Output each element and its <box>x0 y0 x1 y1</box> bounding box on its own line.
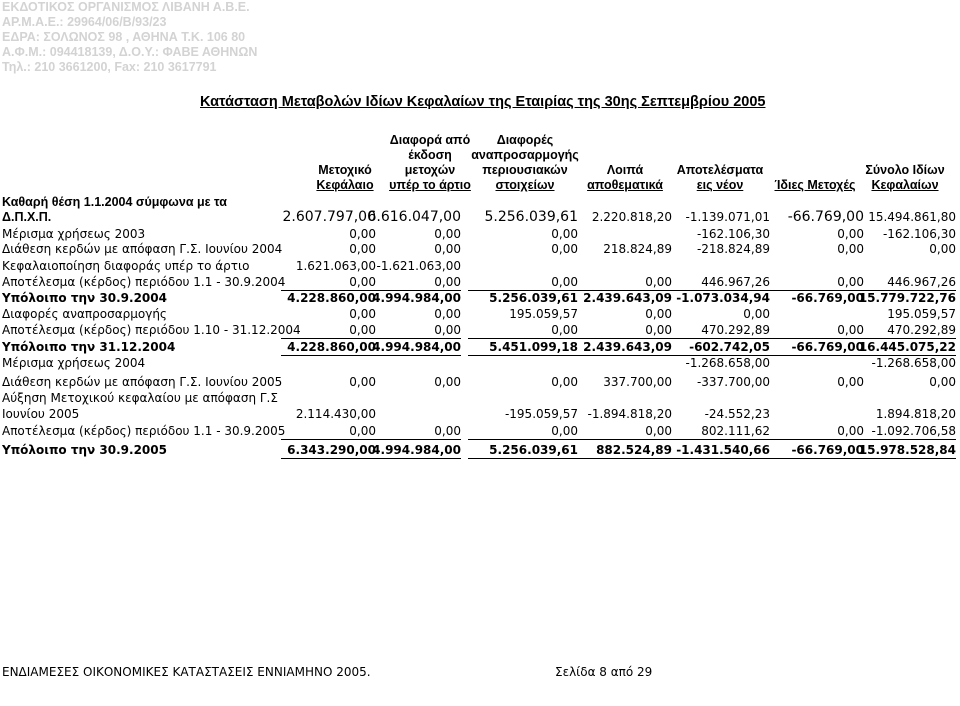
table-cell: 6.616.047,00 <box>367 209 461 225</box>
table-cell: 0,00 <box>551 242 578 256</box>
row-label: Καθαρή θέση 1.1.2004 σύμφωνα με τα <box>2 195 227 209</box>
row-label: Ιουνίου 2005 <box>2 407 80 421</box>
company-name: ΕΚΔΟΤΙΚΟΣ ΟΡΓΑΝΙΣΜΟΣ ΛΙΒΑΝΗ Α.Β.Ε. <box>2 0 250 14</box>
table-cell: 4.994.984,00 <box>372 291 461 305</box>
table-cell: 882.524,89 <box>577 442 672 459</box>
table-cell: 0,00 <box>769 423 864 440</box>
footer-report-title: ΕΝΔΙΑΜΕΣΕΣ ΟΙΚΟΝΟΜΙΚΕΣ ΚΑΤΑΣΤΑΣΕΙΣ ΕΝΝΙΑΜΗΝΟ 2005. <box>2 665 371 679</box>
row-label: Μέρισμα χρήσεως 2004 <box>2 356 146 370</box>
table-cell: -66.769,00 <box>787 209 864 225</box>
company-registry: ΑΡ.Μ.Α.Ε.: 29964/06/Β/93/23 <box>2 15 167 29</box>
table-cell: 2.607.797,00 <box>282 209 376 225</box>
table-cell: -1.894.818,20 <box>587 407 672 421</box>
table-row <box>0 374 960 390</box>
table-row <box>0 355 960 371</box>
table-row <box>0 274 960 290</box>
row-label: Αποτέλεσμα (κέρδος) περιόδου 1.1 - 30.9.2004 <box>2 275 286 289</box>
table-row <box>0 241 960 257</box>
table-cell: 4.228.860,00 <box>281 339 376 356</box>
table-cell: -1.268.658,00 <box>685 356 770 370</box>
company-address: ΕΔΡΑ: ΣΟΛΩΝΟΣ 98 , ΑΘΗΝΑ Τ.Κ. 106 80 <box>2 30 246 44</box>
table-cell: -218.824,89 <box>696 242 770 256</box>
row-label: Υπόλοιπο την 30.9.2005 <box>2 443 167 457</box>
table-cell: -337.700,00 <box>696 375 770 389</box>
table-row <box>0 209 960 225</box>
table-cell: 0,00 <box>929 242 956 256</box>
table-row <box>0 423 960 439</box>
row-label: Διάθεση κερδών με απόφαση Γ.Σ. Ιουνίου 2004 <box>2 242 283 256</box>
table-cell: -602.742,05 <box>660 339 770 356</box>
table-row <box>0 194 960 210</box>
table-cell: 0,00 <box>366 423 461 440</box>
table-cell: -1.139.071,01 <box>685 210 770 224</box>
table-cell: 0,00 <box>434 227 461 241</box>
table-row <box>0 442 960 458</box>
header-total-equity: Σύνολο Ιδίων Κεφαλαίων <box>865 163 945 192</box>
table-cell: 2.439.643,09 <box>583 291 672 305</box>
table-cell: -24.552,23 <box>704 407 770 421</box>
table-cell: 6.343.290,00 <box>281 442 376 459</box>
table-cell: 0,00 <box>577 322 672 339</box>
table-cell: 15.779.722,76 <box>858 291 956 305</box>
table-cell: 0,00 <box>769 274 864 291</box>
table-row <box>0 322 960 338</box>
table-cell: 446.967,26 <box>856 274 956 291</box>
table-cell: 0,00 <box>366 274 461 291</box>
table-cell: 0,00 <box>281 423 376 440</box>
row-label: Διαφορές αναπροσαρμογής <box>2 307 167 321</box>
table-cell: 4.994.984,00 <box>366 339 461 356</box>
table-cell: 0,00 <box>468 322 578 339</box>
table-cell: 5.451.099,18 <box>468 339 578 356</box>
header-treasury-shares: Ίδιες Μετοχές <box>774 178 856 192</box>
footer-page-number: Σελίδα 8 από 29 <box>555 665 653 679</box>
table-cell: 195.059,57 <box>887 307 956 321</box>
row-label: Αύξηση Μετοχικού κεφαλαίου με απόφαση Γ.Σ <box>2 391 278 405</box>
table-row <box>0 226 960 242</box>
table-cell: 218.824,89 <box>603 242 672 256</box>
header-share-capital: Μετοχικό Κεφάλαιο <box>316 163 374 192</box>
table-cell: -195.059,57 <box>504 407 578 421</box>
row-label: Υπόλοιπο την 31.12.2004 <box>2 340 176 354</box>
table-cell: 5.256.039,61 <box>489 291 578 305</box>
header-revaluation-differences: Διαφορές αναπροσαρμογής περιουσιακών στοιχείων <box>471 133 579 192</box>
table-row <box>0 339 960 355</box>
table-cell: 0,00 <box>577 274 672 291</box>
row-label: Υπόλοιπο την 30.9.2004 <box>2 291 167 305</box>
table-row <box>0 306 960 322</box>
header-retained-earnings: Αποτελέσματα εις νέον <box>676 163 764 192</box>
table-cell: -1.073.034,94 <box>676 291 770 305</box>
table-cell: 15.494.861,80 <box>868 210 956 224</box>
table-cell: -66.769,00 <box>791 291 864 305</box>
document-title: Κατάσταση Μεταβολών Ιδίων Κεφαλαίων της Εταιρίας της 30ης Σεπτεμβρίου 2005 <box>200 94 766 110</box>
table-cell: 470.292,89 <box>856 322 956 339</box>
table-cell: 0,00 <box>468 423 578 440</box>
table-cell: 1.621.063,00 <box>295 259 376 273</box>
row-label: Κεφαλαιοποίηση διαφοράς υπέρ το άρτιο <box>2 259 250 273</box>
table-cell: -66.769,00 <box>769 339 864 356</box>
table-cell: -162.106,30 <box>882 227 956 241</box>
table-cell: 0,00 <box>837 227 864 241</box>
table-cell: 195.059,57 <box>509 307 578 321</box>
table-cell: 0,00 <box>837 242 864 256</box>
table-cell: 446.967,26 <box>660 274 770 291</box>
table-cell: 2.439.643,09 <box>577 339 672 356</box>
table-cell: -1.621.063,00 <box>376 259 461 273</box>
table-cell: 5.256.039,61 <box>484 209 578 225</box>
table-cell: -66.769,00 <box>769 442 864 459</box>
table-cell: 0,00 <box>434 307 461 321</box>
row-label: Διάθεση κερδών με απόφαση Γ.Σ. Ιουνίου 2005 <box>2 375 283 389</box>
table-cell: 0,00 <box>929 375 956 389</box>
table-cell: 4.228.860,00 <box>287 291 376 305</box>
table-cell: 0,00 <box>769 322 864 339</box>
table-cell: 0,00 <box>743 307 770 321</box>
table-cell: 5.256.039,61 <box>468 442 578 459</box>
table-cell: 0,00 <box>349 242 376 256</box>
table-cell: 0,00 <box>349 375 376 389</box>
row-label: Δ.Π.Χ.Π. <box>2 210 52 224</box>
table-cell: 0,00 <box>468 274 578 291</box>
table-cell: 4.994.984,00 <box>366 442 461 459</box>
table-cell: 0,00 <box>577 423 672 440</box>
table-row <box>0 258 960 274</box>
table-cell: 0,00 <box>434 242 461 256</box>
table-cell: 2.220.818,20 <box>591 210 672 224</box>
table-cell: 0,00 <box>551 227 578 241</box>
header-other-reserves: Λοιπά αποθεματικά <box>587 163 663 192</box>
table-cell: 0,00 <box>281 274 376 291</box>
table-cell: 1.894.818,20 <box>875 407 956 421</box>
table-cell: 16.445.075,22 <box>856 339 956 356</box>
table-cell: -1.431.540,66 <box>660 442 770 459</box>
table-cell: 0,00 <box>434 375 461 389</box>
table-cell: -1.268.658,00 <box>871 356 956 370</box>
row-label: Αποτέλεσμα (κέρδος) περιόδου 1.10 - 31.12.2004 <box>2 323 301 337</box>
company-header <box>2 0 257 75</box>
row-label: Αποτέλεσμα (κέρδος) περιόδου 1.1 - 30.9.2005 <box>2 424 286 438</box>
table-cell: 0,00 <box>366 322 461 339</box>
table-cell: 0,00 <box>551 375 578 389</box>
table-cell: 0,00 <box>349 307 376 321</box>
table-row <box>0 390 960 406</box>
company-tax-id: Α.Φ.Μ.: 094418139, Δ.Ο.Υ.: ΦΑΒΕ ΑΘΗΝΩΝ <box>2 45 258 59</box>
header-share-premium: Διαφορά από έκδοση μετοχών υπέρ το άρτιο <box>389 133 471 192</box>
table-cell: -162.106,30 <box>696 227 770 241</box>
table-cell: 470.292,89 <box>660 322 770 339</box>
table-row <box>0 290 960 306</box>
table-cell: 0,00 <box>349 227 376 241</box>
table-cell: 0,00 <box>837 375 864 389</box>
table-cell: 0,00 <box>645 307 672 321</box>
table-cell: 337.700,00 <box>603 375 672 389</box>
table-cell: 802.111,62 <box>660 423 770 440</box>
table-cell: -1.092.706,58 <box>856 423 956 440</box>
company-contact: Τηλ.: 210 3661200, Fax: 210 3617791 <box>2 60 217 74</box>
table-cell: 0,00 <box>281 322 376 339</box>
row-label: Μέρισμα χρήσεως 2003 <box>2 227 146 241</box>
table-cell: 2.114.430,00 <box>295 407 376 421</box>
table-cell: 15.978.528,84 <box>856 442 956 459</box>
table-row <box>0 406 960 422</box>
